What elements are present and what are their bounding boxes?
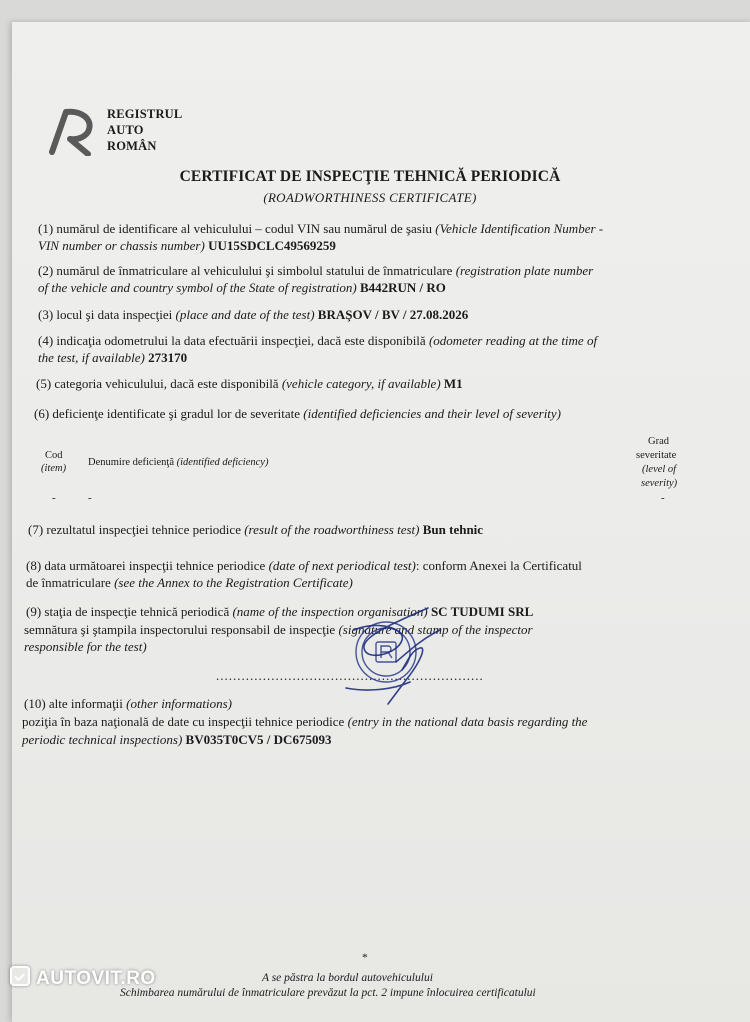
vin-line-2 bbox=[38, 238, 336, 254]
signature-label-en-cont: responsible for the test) bbox=[24, 639, 147, 654]
registration-label-ro: (2) numărul de înmatriculare al vehiculului şi simbolul statului de înmatriculare bbox=[38, 263, 456, 278]
category-label-ro: (5) categoria vehiculului, dacă este disponibilă bbox=[36, 376, 282, 391]
inspector-stamp-icon bbox=[336, 600, 456, 710]
footer-asterisk: * bbox=[362, 952, 368, 964]
deficiencies-label-en: (identified deficiencies and their level of severity) bbox=[303, 406, 562, 421]
next-date-line-1 bbox=[26, 558, 582, 574]
vin-value: UU15SDCLC49569259 bbox=[208, 238, 336, 253]
brand-line: ROMÂN bbox=[107, 139, 157, 153]
footer-line-2: Schimbarea numărului de înmatriculare prevăzut la pct. 2 impune înlocuirea certificatului bbox=[120, 987, 536, 999]
deficiency-col-name-ro: Denumire deficienţă bbox=[88, 457, 177, 468]
signature-label-en: (signature and stamp of the inspector bbox=[338, 622, 533, 637]
deficiency-row-name: - bbox=[88, 492, 92, 504]
signature-label-ro: semnătura şi ştampila inspectorului responsabil de inspecţie bbox=[24, 622, 339, 637]
station-line-2 bbox=[24, 622, 533, 638]
category-line bbox=[36, 376, 463, 392]
station-label-ro: (9) staţia de inspecţie tehnică periodică bbox=[26, 604, 233, 619]
deficiency-col-name bbox=[88, 455, 268, 471]
deficiency-col-grade-4: severity) bbox=[641, 478, 678, 489]
database-label-en-cont: periodic technical inspections) bbox=[22, 732, 183, 747]
result-line bbox=[28, 522, 483, 538]
certificate-subtitle: (ROADWORTHINESS CERTIFICATE) bbox=[263, 190, 477, 205]
category-label-en: (vehicle category, if available) bbox=[281, 376, 441, 391]
place-date-line bbox=[38, 307, 468, 323]
next-date-label-ro-cont: de înmatriculare bbox=[26, 575, 115, 590]
other-label-en: (other informations) bbox=[126, 696, 232, 711]
odometer-line-1 bbox=[38, 333, 597, 349]
registration-line-2 bbox=[38, 280, 446, 296]
deficiencies-line bbox=[34, 406, 561, 422]
next-date-value: : conform Anexei la Certificatul bbox=[415, 558, 582, 573]
database-value: BV035T0CV5 / DC675093 bbox=[185, 732, 332, 747]
vin-label-ro: (1) numărul de identificare al vehiculului – codul VIN sau numărul de şasiu bbox=[38, 221, 436, 236]
brand-name bbox=[107, 106, 182, 154]
rar-logo-icon bbox=[48, 102, 96, 156]
deficiency-col-code: Cod bbox=[45, 450, 63, 461]
brand-line: AUTO bbox=[107, 123, 144, 137]
deficiency-col-code-en: (item) bbox=[41, 463, 67, 474]
database-label-en: (entry in the national data basis regarding the bbox=[347, 714, 588, 729]
registration-line-1 bbox=[38, 263, 593, 279]
odometer-value: 273170 bbox=[148, 350, 188, 365]
autovit-logo-icon bbox=[10, 966, 30, 986]
deficiency-col-grade-1: Grad bbox=[648, 436, 669, 447]
deficiency-row-code: - bbox=[52, 492, 56, 504]
other-line-1 bbox=[24, 696, 232, 712]
station-label-en: (name of the inspection organisation) bbox=[232, 604, 428, 619]
result-value: Bun tehnic bbox=[422, 522, 484, 537]
next-date-label-ro: (8) data următoarei inspecţii tehnice periodice bbox=[26, 558, 269, 573]
place-date-value: BRAŞOV / BV / 27.08.2026 bbox=[317, 307, 469, 322]
other-label-ro: (10) alte informaţii bbox=[24, 696, 127, 711]
signature-line: ............................................................... bbox=[216, 668, 484, 683]
vin-line-1 bbox=[38, 221, 603, 237]
watermark-text: AUTOVIT.RO bbox=[36, 968, 156, 989]
registration-label-en: (registration plate number bbox=[455, 263, 594, 278]
next-date-label-en: (date of next periodical test) bbox=[268, 558, 416, 573]
place-date-label-en: (place and date of the test) bbox=[175, 307, 315, 322]
deficiency-col-grade-2: severitate bbox=[636, 450, 677, 461]
autovit-watermark bbox=[10, 966, 156, 990]
database-label-ro: poziţia în baza naţională de date cu inspecţii tehnice periodice bbox=[22, 714, 348, 729]
place-date-label-ro: (3) locul şi data inspecţiei bbox=[38, 307, 176, 322]
registration-value: B442RUN / RO bbox=[359, 280, 446, 295]
footer-line-1: A se păstra la bordul autovehiculului bbox=[262, 972, 433, 984]
result-label-ro: (7) rezultatul inspecţiei tehnice periodice bbox=[28, 522, 245, 537]
result-label-en: (result of the roadworthiness test) bbox=[244, 522, 420, 537]
odometer-label-en: (odometer reading at the time of bbox=[428, 333, 598, 348]
station-line-1 bbox=[26, 604, 533, 620]
vin-label-en: (Vehicle Identification Number - bbox=[435, 221, 604, 236]
odometer-line-2 bbox=[38, 350, 187, 366]
brand-line: REGISTRUL bbox=[107, 107, 183, 121]
odometer-label-ro: (4) indicaţia odometrului la data efectuării inspecţiei, dacă este disponibilă bbox=[38, 333, 429, 348]
odometer-label-en-cont: the test, if available) bbox=[38, 350, 145, 365]
deficiency-row-grade: - bbox=[661, 492, 665, 504]
deficiency-col-grade-3: (level of bbox=[642, 464, 677, 475]
other-line-2 bbox=[22, 714, 587, 730]
next-date-label-en-cont: (see the Annex to the Registration Certificate) bbox=[114, 575, 353, 590]
other-line-3 bbox=[22, 732, 331, 748]
station-value: SC TUDUMI SRL bbox=[430, 604, 534, 619]
certificate-title: CERTIFICAT DE INSPECŢIE TEHNICĂ PERIODICĂ bbox=[179, 168, 561, 185]
deficiency-col-name-en: (identified deficiency) bbox=[176, 457, 269, 468]
next-date-line-2 bbox=[26, 575, 353, 591]
deficiencies-label-ro: (6) deficienţe identificate şi gradul lor de severitate bbox=[34, 406, 304, 421]
registration-label-en-cont: of the vehicle and country symbol of the State of registration) bbox=[38, 280, 357, 295]
vin-label-en-cont: VIN number or chassis number) bbox=[38, 238, 205, 253]
category-value: M1 bbox=[443, 376, 463, 391]
